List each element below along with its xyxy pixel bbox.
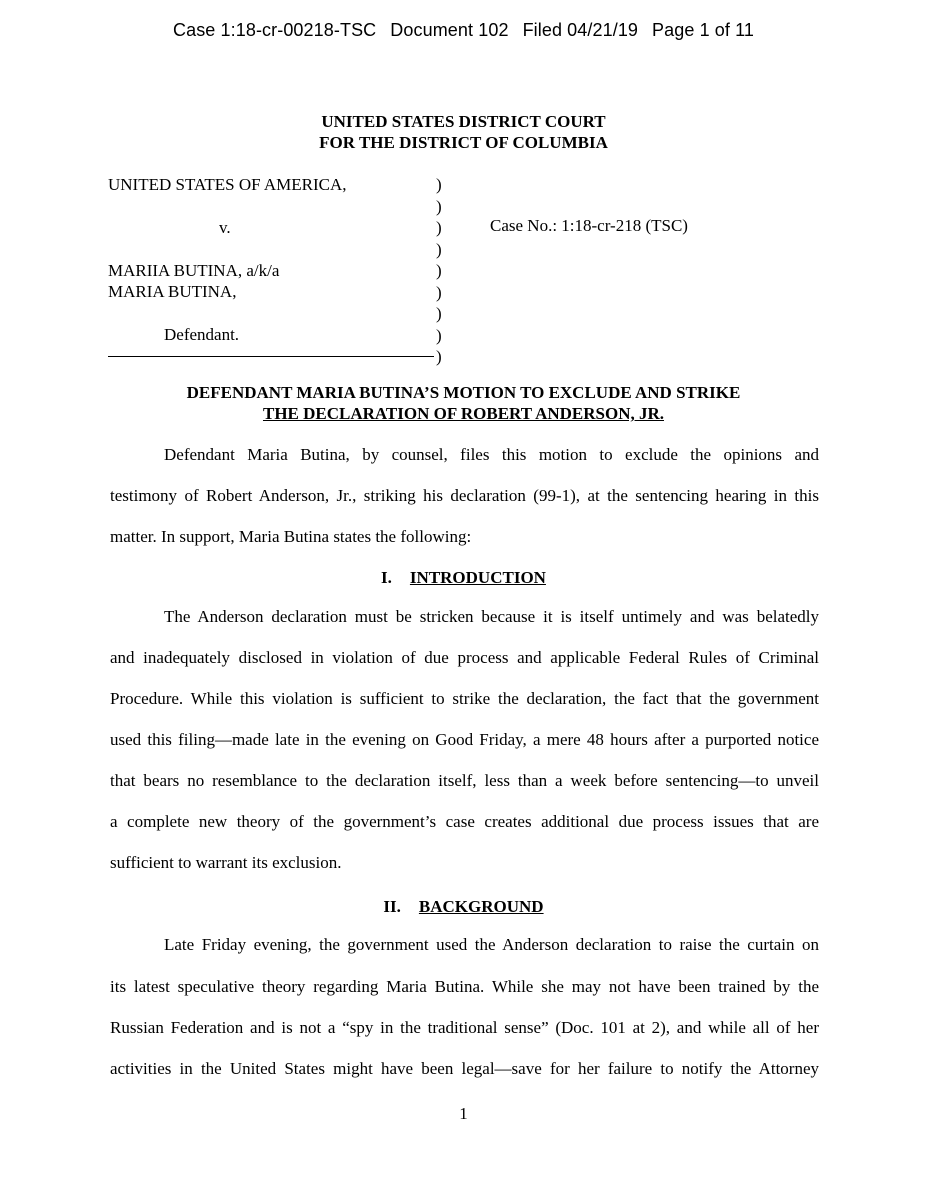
court-name xyxy=(0,111,927,153)
caption-paren: ) xyxy=(436,239,442,259)
paragraph-line: Russian Federation and is not a “spy in the traditional sense” (Doc. 101 at 2), and while all of her xyxy=(110,1018,819,1037)
motion-title-line1: DEFENDANT MARIA BUTINA’S MOTION TO EXCLUDE AND STRIKE xyxy=(186,383,741,402)
caption-paren: ) xyxy=(436,325,442,345)
document-number: Document 102 xyxy=(390,20,509,40)
court-name-line1: UNITED STATES DISTRICT COURT xyxy=(321,112,606,131)
versus-label: v. xyxy=(219,218,231,237)
defendant-role: Defendant. xyxy=(164,325,240,344)
motion-title xyxy=(0,382,927,424)
caption-paren: ) xyxy=(436,175,442,194)
filed-date: Filed 04/21/19 xyxy=(522,20,639,40)
ecf-filing-header xyxy=(0,20,927,41)
page-number: 1 xyxy=(459,1104,468,1123)
paragraph-line: Defendant Maria Butina, by counsel, files this motion to exclude the opinions and xyxy=(164,445,819,464)
caption-paren: ) xyxy=(436,196,442,216)
defendant-name-line2: MARIA BUTINA, xyxy=(108,282,237,301)
section-title: INTRODUCTION xyxy=(409,568,546,587)
paragraph-line: matter. In support, Maria Butina states the following: xyxy=(110,527,472,546)
case-number: Case 1:18-cr-00218-TSC xyxy=(172,20,377,40)
case-number-caption: Case No.: 1:18-cr-218 (TSC) xyxy=(490,216,688,235)
caption-paren: ) xyxy=(436,347,442,366)
motion-title-line2: THE DECLARATION OF ROBERT ANDERSON, JR. xyxy=(262,404,664,423)
paragraph-line: The Anderson declaration must be stricken because it is itself untimely and was belatedly xyxy=(164,607,819,626)
page-count: Page 1 of 11 xyxy=(652,20,754,40)
paragraph-line: activities in the United States might have been legal—save for her failure to notify the Attorney xyxy=(110,1059,819,1078)
court-name-line2: FOR THE DISTRICT OF COLUMBIA xyxy=(319,133,608,152)
paragraph-line: a complete new theory of the government’s case creates additional due process issues that are xyxy=(110,812,819,831)
paragraph-line: Procedure. While this violation is sufficient to strike the declaration, the fact that the government xyxy=(110,689,819,708)
section-number: I. xyxy=(381,568,392,587)
section-heading-background xyxy=(0,897,927,917)
caption-paren: ) xyxy=(436,304,442,323)
caption-paren: ) xyxy=(436,282,442,302)
caption-rule xyxy=(108,356,434,357)
paragraph-line: Late Friday evening, the government used the Anderson declaration to raise the curtain on xyxy=(164,935,819,954)
paragraph-line: testimony of Robert Anderson, Jr., striking his declaration (99-1), at the sentencing hearing in this xyxy=(110,486,819,505)
section-heading-introduction xyxy=(0,568,927,588)
section-title: BACKGROUND xyxy=(418,897,544,916)
paragraph-line: its latest speculative theory regarding Maria Butina. While she may not have been trained by the xyxy=(110,977,819,996)
paragraph-line: that bears no resemblance to the declaration itself, less than a week before sentencing—to unveil xyxy=(110,771,819,790)
caption-paren: ) xyxy=(436,218,442,237)
defendant-name-line1: MARIIA BUTINA, a/k/a xyxy=(108,261,280,280)
paragraph-line: used this filing—made late in the evening on Good Friday, a mere 48 hours after a purported notice xyxy=(110,730,819,749)
caption-parentheses xyxy=(436,174,442,368)
case-caption xyxy=(108,172,828,366)
paragraph-line: and inadequately disclosed in violation of due process and applicable Federal Rules of Criminal xyxy=(110,648,819,667)
caption-paren: ) xyxy=(436,261,442,280)
paragraph-line: sufficient to warrant its exclusion. xyxy=(110,853,342,872)
section-number: II. xyxy=(383,897,401,916)
plaintiff-name: UNITED STATES OF AMERICA, xyxy=(108,175,347,194)
